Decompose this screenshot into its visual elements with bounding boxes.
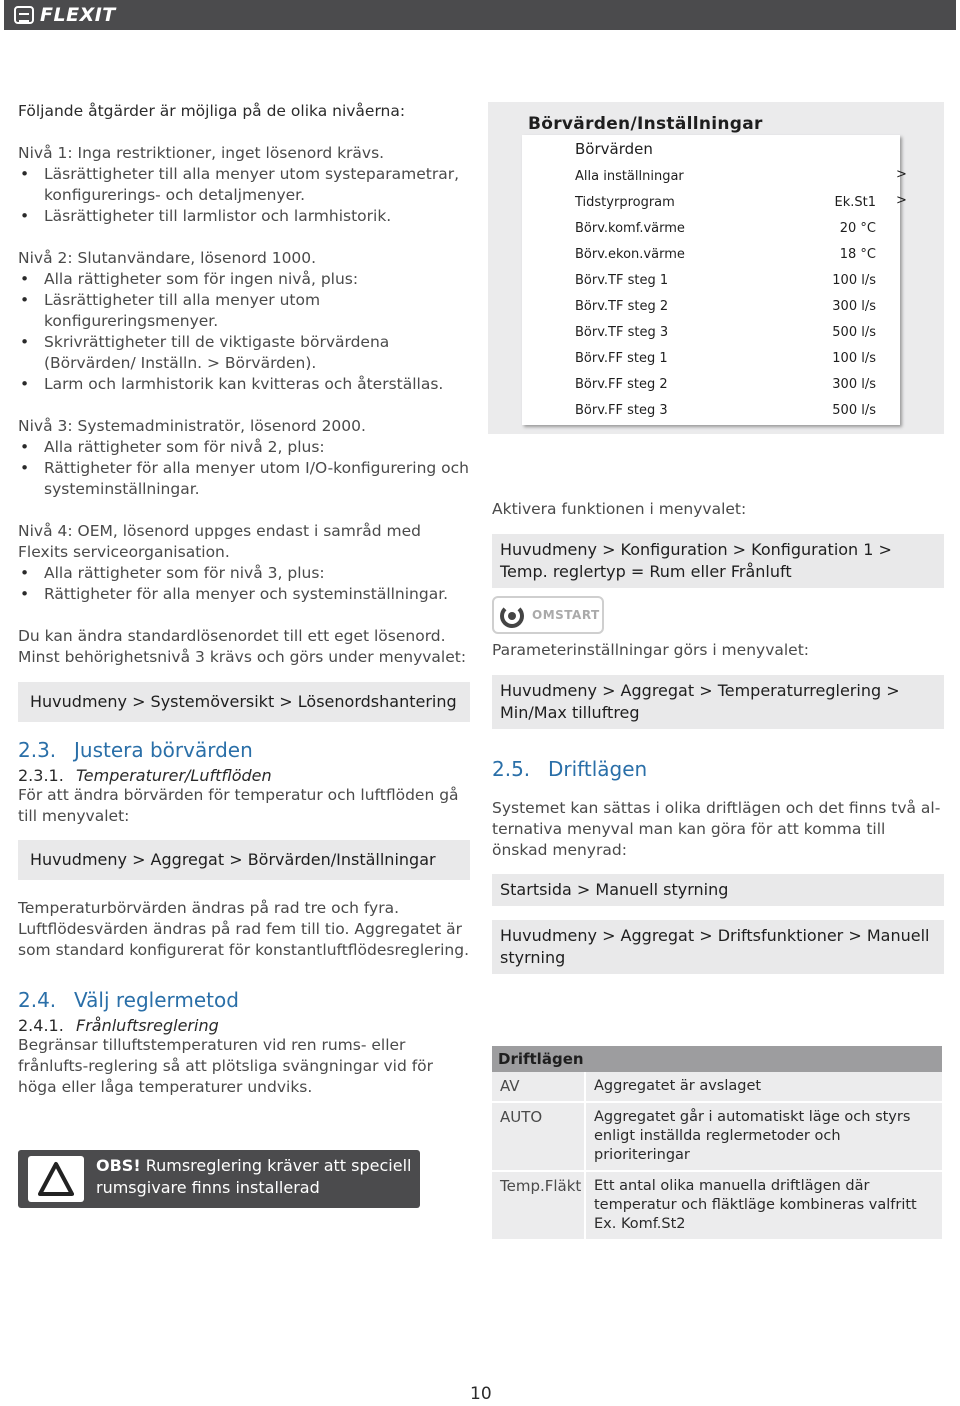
brand-name: FLEXIT	[40, 4, 116, 26]
section-2-3-1-heading	[18, 766, 470, 785]
restart-icon-dot	[508, 612, 516, 620]
section-number: 2.4.1.	[18, 1016, 64, 1035]
row-value: 300 l/s	[832, 299, 876, 314]
warning-box	[18, 1150, 420, 1208]
row-value: Ek.St1	[834, 195, 876, 210]
level-1-title: Nivå 1: Inga restriktioner, inget lösenord krävs.	[18, 144, 385, 162]
warning-message: Rumsreglering kräver att speciell rumsgivare finns installerad	[96, 1156, 412, 1197]
screen-row[interactable]	[522, 345, 900, 371]
intro-text: Följande åtgärder är möjliga på de olika nivåerna:	[18, 102, 406, 120]
activate-menu-path: Huvudmeny > Konfiguration > Konfiguration 1 > Temp. reglertyp = Rum eller Frånluft	[492, 534, 944, 588]
restart-label: OMSTART	[532, 608, 600, 622]
restart-button[interactable]	[492, 596, 604, 634]
modes-table-title: Driftlägen	[492, 1046, 942, 1072]
row-label: Börv.FF steg 2	[575, 377, 668, 392]
section-2-5-heading	[492, 757, 944, 781]
manual-path-b: Huvudmeny > Aggregat > Driftsfunktioner > Manuell styrning	[492, 920, 944, 974]
level-1-bullet: • Läsrättigheter till alla menyer utom systeparametrar, konfigurerings- och detaljmenyer.	[18, 164, 470, 206]
page-number: 10	[470, 1384, 492, 1404]
row-value: 18 °C	[839, 247, 876, 262]
section-number: 2.5.	[492, 757, 531, 781]
flexit-logo-icon	[14, 6, 34, 24]
mode-desc: Aggregatet är avslaget	[586, 1072, 942, 1101]
warning-triangle-icon	[38, 1161, 74, 1197]
section-number: 2.4.	[18, 988, 57, 1012]
mode-desc: Ett antal olika manuella driftlägen där temperatur och fläktläge kombineras valfritt Ex. Komf.St2	[586, 1172, 942, 1239]
level-4-bullet: • Rättigheter för alla menyer och systeminställningar.	[18, 584, 470, 605]
screen-row[interactable]	[522, 189, 900, 215]
level-2-bullet: • Skrivrättigheter till de viktigaste börvärdena (Börvärden/ Inställn. > Börvärden).	[18, 332, 470, 374]
section-2-3-1-text: För att ändra börvärden för temperatur och luftflöden gå till menyvalet:	[18, 786, 459, 825]
section-2-4-heading	[18, 988, 470, 1012]
section-title: Justera börvärden	[74, 738, 253, 762]
row-label: Börv.komf.värme	[575, 221, 685, 236]
mode-key: AV	[492, 1072, 586, 1101]
row-value: 300 l/s	[832, 377, 876, 392]
level-3-bullet: • Rättigheter för alla menyer utom I/O-konfigurering och systeminställningar.	[18, 458, 470, 500]
row-label: Börv.TF steg 2	[575, 299, 669, 314]
section-2-5-text: Systemet kan sättas i olika driftlägen och det finns två al-ternativa menyval man kan göra för att komma till önskad menyrad:	[492, 799, 941, 859]
row-value: 500 l/s	[832, 325, 876, 340]
right-column-top	[492, 499, 944, 588]
table-row	[492, 1172, 942, 1241]
row-label: Börv.TF steg 1	[575, 273, 669, 288]
left-column	[18, 101, 470, 1098]
level-1-bullet: • Läsrättigheter till larmlistor och larmhistorik.	[18, 206, 470, 227]
screen-header-row	[522, 135, 900, 161]
section-title: Driftlägen	[548, 757, 648, 781]
level-4	[18, 521, 470, 605]
level-1	[18, 143, 470, 227]
modes-table	[492, 1046, 942, 1241]
display-panel	[488, 102, 944, 434]
level-2-bullet: • Larm och larmhistorik kan kvitteras och återställas.	[18, 374, 470, 395]
row-value: 500 l/s	[832, 403, 876, 418]
mode-key: AUTO	[492, 1103, 586, 1170]
row-value: 100 l/s	[832, 273, 876, 288]
flexit-logo	[14, 4, 116, 26]
row-label: Alla inställningar	[575, 169, 684, 184]
section-title: Frånluftsreglering	[76, 1016, 219, 1035]
row-label: Börv.FF steg 3	[575, 403, 668, 418]
section-2-4-1-heading	[18, 1016, 470, 1035]
section-2-3-1-after: Temperaturbörvärden ändras på rad tre och fyra. Luftflödesvärden ändras på rad fem till tio. Aggregatet är som standard konfigurerat för konstantluftflödesreglering.	[18, 899, 469, 959]
screen-row[interactable]	[522, 241, 900, 267]
row-label: Börv.FF steg 1	[575, 351, 668, 366]
section-number: 2.3.	[18, 738, 57, 762]
screen-row[interactable]	[522, 163, 900, 189]
section-number: 2.3.1.	[18, 766, 64, 785]
screen-row[interactable]	[522, 319, 900, 345]
section-title: Välj reglermetod	[74, 988, 239, 1012]
param-text: Parameterinställningar görs i menyvalet:	[492, 641, 810, 659]
table-row	[492, 1103, 942, 1172]
screen-row[interactable]	[522, 267, 900, 293]
screen-row[interactable]	[522, 371, 900, 397]
activate-text: Aktivera funktionen i menyvalet:	[492, 500, 747, 518]
row-value: 20 °C	[839, 221, 876, 236]
password-menu-path: Huvudmeny > Systemöversikt > Lösenordshantering	[18, 682, 470, 722]
warning-text	[96, 1155, 416, 1199]
row-label: Börv.TF steg 3	[575, 325, 669, 340]
level-2-title: Nivå 2: Slutanvändare, lösenord 1000.	[18, 249, 317, 267]
mode-desc: Aggregatet går i automatiskt läge och styrs enligt inställda reglermetoder och prioriteringar	[586, 1103, 942, 1170]
screen-row[interactable]	[522, 293, 900, 319]
level-3-bullet: • Alla rättigheter som för nivå 2, plus:	[18, 437, 470, 458]
level-2-bullet: • Läsrättigheter till alla menyer utom konfigureringsmenyer.	[18, 290, 470, 332]
row-label: Börv.ekon.värme	[575, 247, 685, 262]
password-text: Du kan ändra standardlösenordet till ett eget lösenord. Minst behörighetsnivå 3 krävs och görs under menyvalet:	[18, 627, 467, 666]
warning-icon-frame	[28, 1156, 84, 1202]
screen-header: Börvärden	[575, 140, 653, 158]
chevron-right-icon[interactable]: >	[896, 167, 907, 182]
level-3-title: Nivå 3: Systemadministratör, lösenord 2000.	[18, 417, 366, 435]
level-3	[18, 416, 470, 500]
level-2	[18, 248, 470, 395]
warning-label: OBS!	[96, 1156, 141, 1175]
screen-row[interactable]	[522, 215, 900, 241]
panel-title: Börvärden/Inställningar	[528, 114, 763, 134]
display-screen	[522, 135, 900, 425]
right-column-mid	[492, 640, 944, 974]
setpoint-menu-path: Huvudmeny > Aggregat > Börvärden/Inställningar	[18, 840, 470, 880]
mode-key: Temp.Fläkt	[492, 1172, 586, 1239]
section-title: Temperaturer/Luftflöden	[76, 766, 272, 785]
chevron-right-icon[interactable]: >	[896, 193, 907, 208]
section-2-4-1-text: Begränsar tilluftstemperaturen vid ren rums- eller frånlufts-reglering så att plötsliga svängningar vid för höga eller låga temperaturer undviks.	[18, 1036, 434, 1096]
section-2-3-heading	[18, 738, 470, 762]
screen-row[interactable]	[522, 397, 900, 423]
row-value: 100 l/s	[832, 351, 876, 366]
level-2-bullet: • Alla rättigheter som för ingen nivå, plus:	[18, 269, 470, 290]
level-4-bullet: • Alla rättigheter som för nivå 3, plus:	[18, 563, 470, 584]
level-4-title: Nivå 4: OEM, lösenord uppges endast i samråd med Flexits serviceorganisation.	[18, 522, 421, 561]
header-bar	[4, 0, 956, 30]
table-row	[492, 1072, 942, 1103]
row-label: Tidstyrprogram	[575, 195, 675, 210]
manual-path-a: Startsida > Manuell styrning	[492, 874, 944, 906]
param-menu-path: Huvudmeny > Aggregat > Temperaturreglering > Min/Max tilluftreg	[492, 675, 944, 729]
